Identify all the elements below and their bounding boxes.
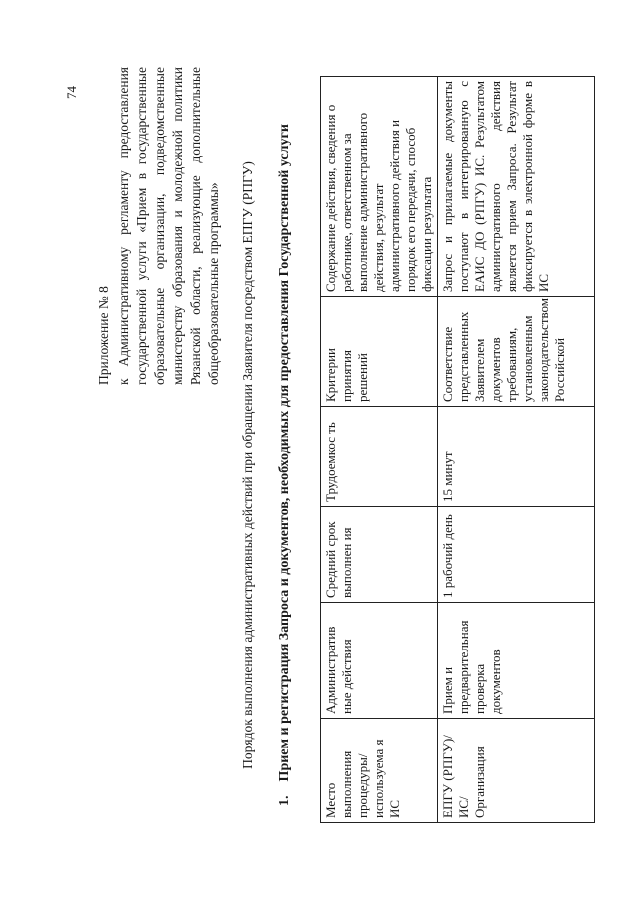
header-content: Содержание действия, сведения о работнике, ответственном за выполнение административного действия, результат административного действия и порядок его передачи, способ фиксации результата [321,77,438,297]
cell-criteria: Соответствие представленных Заявителем документов требованиям, установленным законодательством Российской [438,297,595,407]
header-labor: Трудоемкос ть [321,407,438,507]
order-heading: Порядок выполнения административных действий при обращении Заявителя посредством ЕПГУ (РПГУ) [240,161,255,769]
page-number: 74 [64,86,79,99]
procedure-table [320,76,595,823]
section-title: Прием и регистрация Запроса и документов, необходимых для предоставления Государственной услуги [277,124,292,782]
header-actions: Административ ные действия [321,603,438,719]
appendix-block [95,67,223,385]
cell-place: ЕПГУ (РПГУ)/ИС/ Организация [438,719,595,823]
table-row [438,77,595,823]
appendix-body: к Административному регламенту предоставления государственной услуги «Прием в государственные образовательные организации, подведомственные министерству образования и молодежной политики Рязанской области, реализующие дополнительные общеобразовательные программы» [116,67,221,385]
section-heading [276,85,294,845]
appendix-title: Приложение № 8 [96,286,111,385]
cell-labor: 15 минут [438,407,595,507]
cell-content: Запрос и прилагаемые документы поступают в интегрированную с ЕАИС ДО (РПГУ) ИС. Результатом административного действия является прием Запроса. Результат фиксируется в электронной форме в ИС [438,77,595,297]
section-number: 1. [277,795,292,806]
table-header-row [321,77,438,823]
cell-duration: 1 рабочий день [438,507,595,603]
header-place: Место выполнения процедуры/ используема я ИС [321,719,438,823]
cell-actions: Прием и предварительная проверка документов [438,603,595,719]
header-duration: Средний срок выполнен ия [321,507,438,603]
header-criteria: Критерии принятия решений [321,297,438,407]
